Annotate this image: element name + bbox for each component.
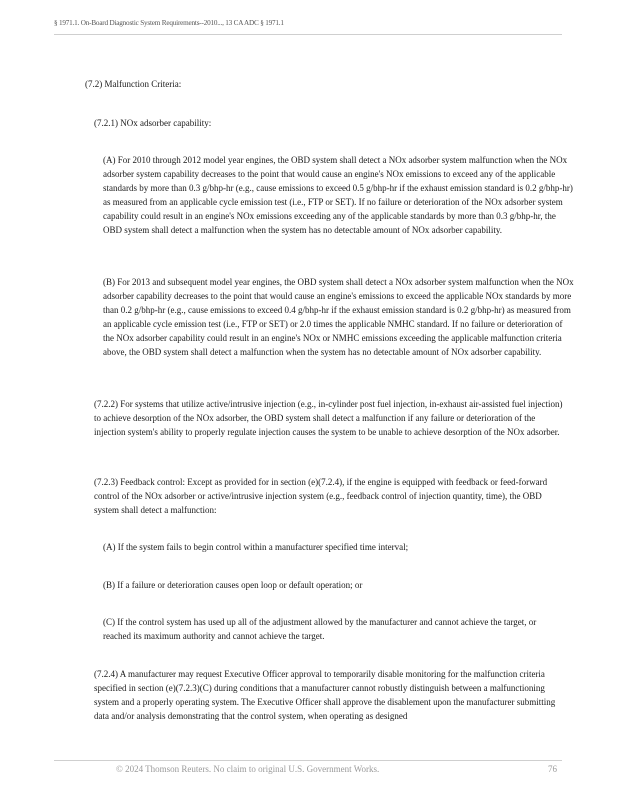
paragraph-7-2-3-c: (C) If the control system has used up all of the adjustment allowed by the manufacturer and cannot achieve the target, or reached its maximum authority and cannot achieve the target. [103,617,537,641]
copyright-notice: © 2024 Thomson Reuters. No claim to original U.S. Government Works. [116,764,380,774]
paragraph-7-2-3: (7.2.3) Feedback control: Except as provided for in section (e)(7.2.4), if the engine is equipped with feedback or feed-forward control of the NOx adsorber or active/intrusive injection system (e.g., feedback control of injection quantity, time), the OBD system shall detect a malfunction: [94,477,548,515]
subsection-heading-7-2-1: (7.2.1) NOx adsorber capability: [94,118,212,128]
paragraph-7-2-3-b: (B) If a failure or deterioration causes open loop or default operation; or [103,580,363,590]
footer-divider [54,760,562,761]
section-heading: (7.2) Malfunction Criteria: [85,79,182,89]
paragraph-7-2-3-a: (A) If the system fails to begin control within a manufacturer specified time interval; [103,542,409,552]
paragraph-7-2-1-b: (B) For 2013 and subsequent model year engines, the OBD system shall detect a NOx adsorber system malfunction when the NOx adsorber capability decreases to the point that would cause an engine's emissions to exceed the applicable NOx standards by more than 0.2 g/bhp-hr (e.g., cause emissions to exceed 0.4 g/bhp-hr if the exhaust emission standard is 0.2 g/bhp-hr) as measured from an applicable cycle emission test (i.e., FTP or SET) or 2.0 times the applicable NMHC standard. If no failure or deterioration of the NOx adsorber capability could result in an engine's NOx or NMHC emissions exceeding the applicable malfunction criteria above, the OBD system shall detect a malfunction when the system has no detectable amount of NOx adsorber capability. [103,277,574,357]
page-number: 76 [548,764,557,774]
header-divider [54,34,562,35]
paragraph-7-2-4: (7.2.4) A manufacturer may request Executive Officer approval to temporarily disable monitoring for the malfunction criteria specified in section (e)(7.2.3)(C) during conditions that a manufacturer cannot robustly distinguish between a malfunctioning system and a properly operating system. The Executive Officer shall approve the disablement upon the manufacturer submitting data and/or analysis demonstrating that the control system, when operating as designed [94,669,556,721]
running-header: § 1971.1. On-Board Diagnostic System Requirements--2010..., 13 CA ADC § 1971.1 [54,19,284,27]
paragraph-7-2-1-a: (A) For 2010 through 2012 model year engines, the OBD system shall detect a NOx adsorber system malfunction when the NOx adsorber system capability decreases to the point that would cause an engine's NOx emissions to exceed any of the applicable standards by more than 0.3 g/bhp-hr (e.g., cause emissions to exceed 0.5 g/bhp-hr if the exhaust emission standard is 0.2 g/bhp-hr) as measured from an applicable cycle emission test (i.e., FTP or SET). If no failure or deterioration of the NOx adsorber system capability could result in an engine's NOx emissions exceeding any of the applicable standards by more than 0.3 g/bhp-hr, the OBD system shall detect a malfunction when the system has no detectable amount of NOx adsorber capability. [103,155,573,235]
paragraph-7-2-2: (7.2.2) For systems that utilize active/intrusive injection (e.g., in-cylinder post fuel injection, in-exhaust air-assisted fuel injection) to achieve desorption of the NOx adsorber, the OBD system shall detect a malfunction if any failure or deterioration of the injection system's ability to properly regulate injection causes the system to be unable to achieve desorption of the NOx adsorber. [94,399,563,437]
